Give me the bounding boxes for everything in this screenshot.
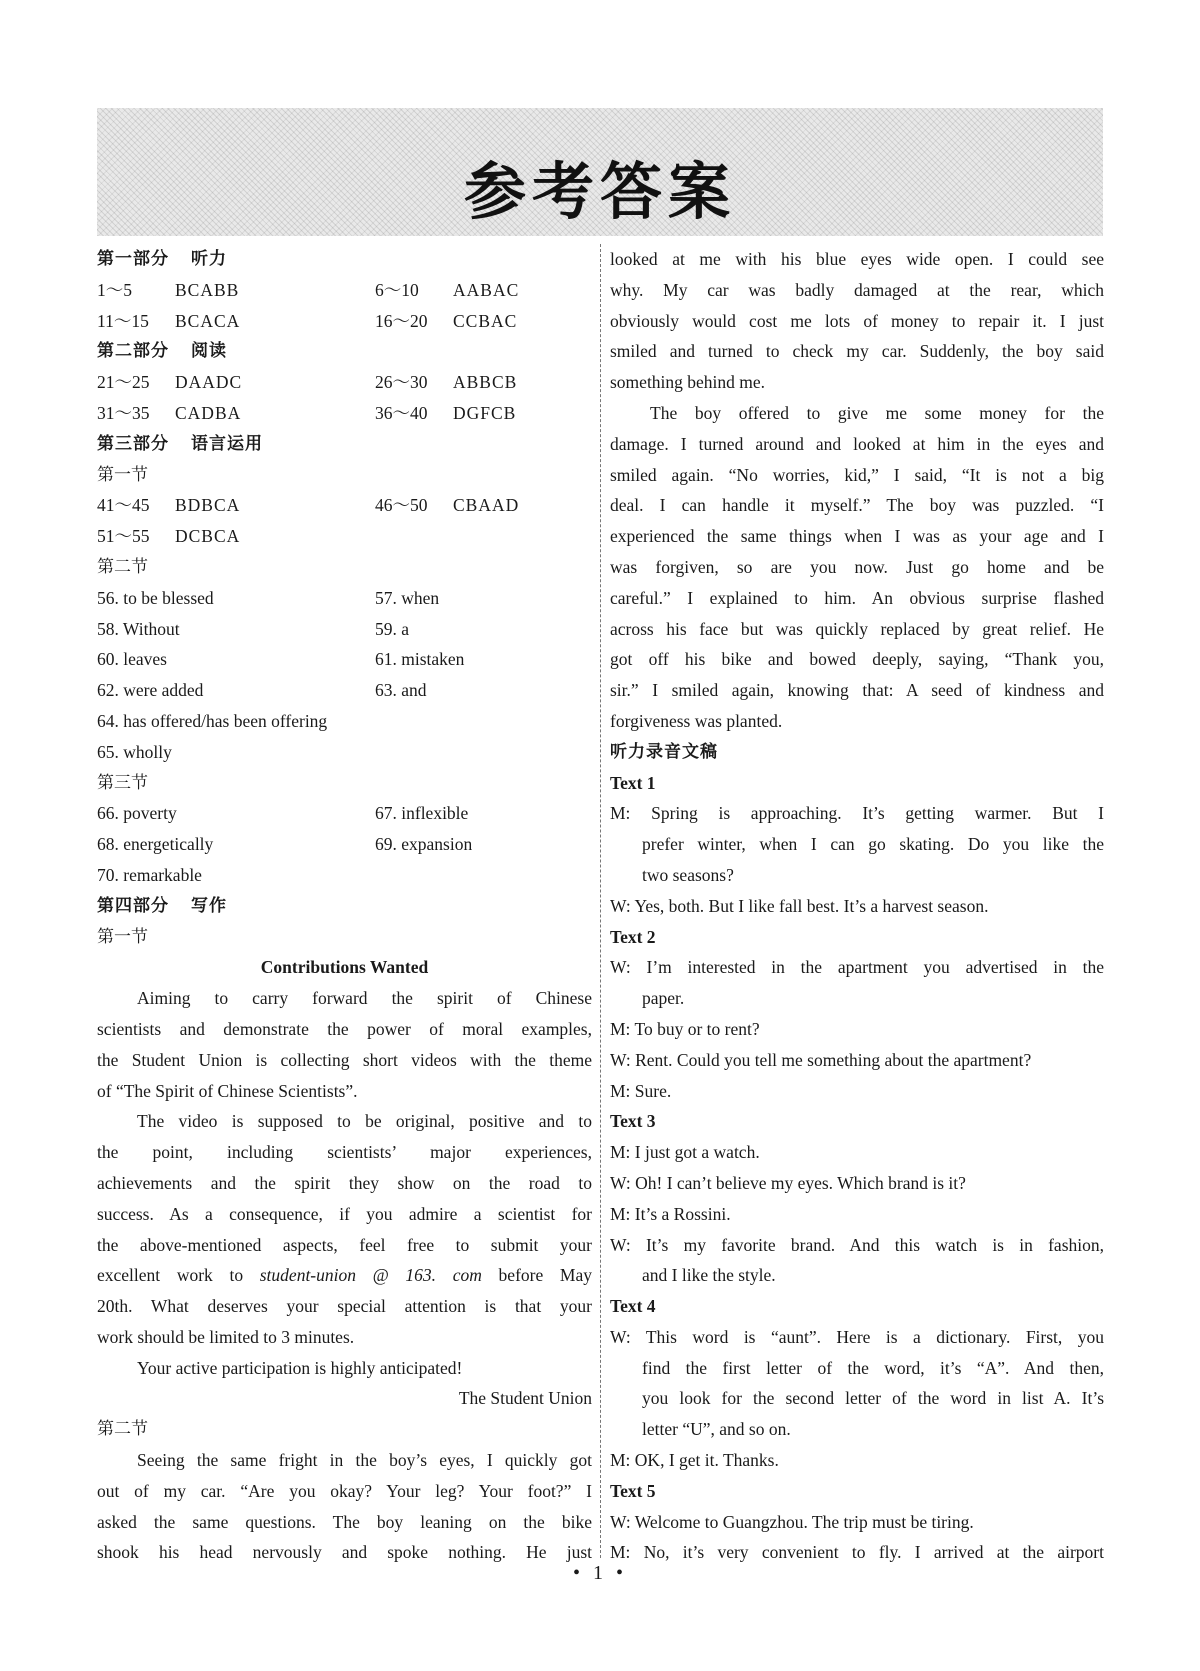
answer-key: ABBCB bbox=[453, 372, 518, 393]
answer-cell bbox=[97, 367, 375, 398]
answer-item: 69. expansion bbox=[375, 834, 473, 855]
answer-row bbox=[97, 614, 592, 645]
section-number: 第一部分 bbox=[97, 249, 169, 269]
story-paragraph bbox=[97, 1445, 592, 1568]
question-range: 11～15 bbox=[97, 310, 149, 331]
page-number: • 1 • bbox=[572, 1562, 627, 1584]
part-3-heading bbox=[97, 429, 592, 460]
answer-row bbox=[97, 644, 592, 675]
section-name: 听力 bbox=[191, 249, 227, 269]
answer-key: CADBA bbox=[175, 402, 242, 423]
answer-item: 64. has offered/has been offering bbox=[97, 710, 328, 731]
section-name: 阅读 bbox=[191, 341, 227, 362]
text-line: work should be limited to 3 minutes. bbox=[97, 1326, 355, 1347]
text-label: Text 1 bbox=[610, 772, 656, 793]
right-column bbox=[610, 244, 1104, 1568]
text-line: damage. I turned around and looked at him in the eyes and bbox=[610, 433, 1104, 454]
answer-item: 68. energetically bbox=[97, 834, 214, 855]
text-label: Text 3 bbox=[610, 1111, 656, 1132]
left-column bbox=[97, 244, 592, 1568]
dialogue bbox=[610, 1322, 1104, 1476]
answer-row bbox=[97, 490, 592, 521]
dialogue bbox=[610, 1507, 1104, 1569]
question-range: 6～10 bbox=[375, 279, 419, 300]
text-line: the point, including scientists’ major experiences, bbox=[97, 1142, 592, 1163]
part-2-heading bbox=[97, 336, 592, 367]
text-line: was forgiven, so are you now. Just go home and be bbox=[610, 556, 1104, 577]
dialogue-line: find the first letter of the word, it’s “A”. And then, bbox=[642, 1357, 1104, 1378]
answer-row bbox=[97, 521, 592, 552]
text-line: The video is supposed to be original, positive and to bbox=[137, 1111, 592, 1132]
section-name: 写作 bbox=[191, 895, 227, 916]
answer-item: 57. when bbox=[375, 587, 440, 608]
answer-item: 59. a bbox=[375, 618, 410, 639]
text-line: why. My car was badly damaged at the rear, which bbox=[610, 279, 1104, 300]
text-line: scientists and demonstrate the power of moral examples, bbox=[97, 1018, 592, 1039]
answer-item: 56. to be blessed bbox=[97, 587, 214, 608]
text-line: deal. I can handle it myself.” The boy was puzzled. “I bbox=[610, 495, 1104, 516]
dialogue-line: you look for the second letter of the word in list A. It’s bbox=[642, 1388, 1104, 1409]
answer-row bbox=[97, 275, 592, 306]
essay-signature: The Student Union bbox=[458, 1388, 592, 1409]
story-paragraph bbox=[610, 398, 1104, 737]
dialogue-line: W: I’m interested in the apartment you advertised in the bbox=[610, 957, 1104, 978]
answer-item: 58. Without bbox=[97, 618, 180, 639]
dialogue bbox=[610, 952, 1104, 1106]
answer-cell bbox=[375, 275, 519, 306]
text-line: Seeing the same fright in the boy’s eyes, I quickly got bbox=[137, 1450, 592, 1471]
dialogue-line: M: To buy or to rent? bbox=[610, 1018, 760, 1039]
question-range: 1～5 bbox=[97, 279, 132, 300]
text-line: experienced the same things when I was as your age and I bbox=[610, 526, 1104, 547]
answer-row bbox=[97, 398, 592, 429]
essay-paragraph bbox=[97, 983, 592, 1106]
answer-item: 61. mistaken bbox=[375, 649, 465, 670]
answer-item: 63. and bbox=[375, 680, 427, 701]
text-label: Text 5 bbox=[610, 1480, 656, 1501]
answer-item: 70. remarkable bbox=[97, 864, 202, 885]
section-name: 语言运用 bbox=[191, 433, 263, 454]
question-range: 51～55 bbox=[97, 526, 150, 547]
section-number: 第三部分 bbox=[97, 433, 169, 454]
answer-key: AABAC bbox=[453, 279, 520, 300]
section-number: 第四部分 bbox=[97, 895, 169, 916]
answer-item: 66. poverty bbox=[97, 803, 177, 824]
text-line: obviously would cost me lots of money to repair it. I just bbox=[610, 310, 1104, 331]
subsection-heading: 第一节 bbox=[97, 464, 148, 485]
part-1-heading bbox=[97, 244, 592, 275]
transcript-heading: 听力录音文稿 bbox=[610, 741, 718, 762]
text-line: achievements and the spirit they show on the road to bbox=[97, 1172, 592, 1193]
question-range: 16～20 bbox=[375, 310, 428, 331]
email-address: student-union @ 163. com bbox=[259, 1265, 482, 1286]
subsection-heading: 第三节 bbox=[97, 772, 148, 793]
answer-item: 65. wholly bbox=[97, 741, 172, 762]
answer-cell bbox=[97, 521, 375, 552]
subsection-heading: 第一节 bbox=[97, 926, 148, 947]
page-title: 参考答案 bbox=[463, 155, 736, 228]
essay-closing: Your active participation is highly anticipated! bbox=[137, 1357, 463, 1378]
part-4-heading bbox=[97, 891, 592, 922]
text-line: The boy offered to give me some money for the bbox=[650, 402, 1104, 423]
question-range: 26～30 bbox=[375, 372, 428, 393]
text-line: smiled and turned to check my car. Suddenly, the boy said bbox=[610, 341, 1104, 362]
text-line: Aiming to carry forward the spirit of Chinese bbox=[137, 988, 592, 1009]
question-range: 21～25 bbox=[97, 372, 150, 393]
answer-row bbox=[97, 829, 592, 860]
dialogue-line: W: Yes, both. But I like fall best. It’s a harvest season. bbox=[610, 895, 989, 916]
dialogue-line: two seasons? bbox=[642, 864, 734, 885]
answer-cell bbox=[97, 275, 375, 306]
dialogue-line: letter “U”, and so on. bbox=[642, 1419, 791, 1440]
answer-cell bbox=[97, 398, 375, 429]
text-line: across his face but was quickly replaced by great relief. He bbox=[610, 618, 1104, 639]
section-number: 第二部分 bbox=[97, 341, 169, 362]
dialogue-line: W: It’s my favorite brand. And this watch is in fashion, bbox=[610, 1234, 1104, 1255]
answer-item: 62. were added bbox=[97, 680, 204, 701]
answer-cell bbox=[97, 306, 375, 337]
answer-key: CCBAC bbox=[453, 310, 518, 331]
text-line: something behind me. bbox=[610, 372, 766, 393]
answer-row bbox=[97, 798, 592, 829]
question-range: 36～40 bbox=[375, 402, 428, 423]
answer-key: BCACA bbox=[175, 310, 241, 331]
essay-title: Contributions Wanted bbox=[260, 957, 429, 978]
answer-cell bbox=[375, 490, 519, 521]
dialogue bbox=[610, 798, 1104, 921]
answer-cell bbox=[375, 367, 517, 398]
answer-row bbox=[97, 583, 592, 614]
text-line: 20th. What deserves your special attention is that your bbox=[97, 1296, 592, 1317]
essay-paragraph bbox=[97, 1106, 592, 1352]
text-line: out of my car. “Are you okay? Your leg? Your foot?” I bbox=[97, 1480, 592, 1501]
question-range: 41～45 bbox=[97, 495, 150, 516]
question-range: 31～35 bbox=[97, 402, 150, 423]
answer-cell bbox=[375, 306, 517, 337]
answer-key: DCBCA bbox=[175, 526, 241, 547]
column-divider bbox=[600, 244, 601, 1558]
answer-key: DAADC bbox=[175, 372, 243, 393]
dialogue-line: M: I just got a watch. bbox=[610, 1142, 760, 1163]
answer-row bbox=[97, 306, 592, 337]
answer-item: 67. inflexible bbox=[375, 803, 469, 824]
dialogue-line: W: Rent. Could you tell me something about the apartment? bbox=[610, 1049, 1032, 1070]
text-label: Text 2 bbox=[610, 926, 656, 947]
dialogue-line: W: Welcome to Guangzhou. The trip must be tiring. bbox=[610, 1511, 974, 1532]
text-label: Text 4 bbox=[610, 1296, 656, 1317]
dialogue-line: W: This word is “aunt”. Here is a dictionary. First, you bbox=[610, 1326, 1104, 1347]
dialogue-line: M: It’s a Rossini. bbox=[610, 1203, 731, 1224]
dialogue-line: prefer winter, when I can go skating. Do you like the bbox=[642, 834, 1104, 855]
text-line: got off his bike and bowed deeply, saying, “Thank you, bbox=[610, 649, 1104, 670]
text-line: careful.” I explained to him. An obvious surprise flashed bbox=[610, 587, 1104, 608]
text-line: of “The Spirit of Chinese Scientists”. bbox=[97, 1080, 358, 1101]
text-line: looked at me with his blue eyes wide open. I could see bbox=[610, 249, 1104, 269]
dialogue bbox=[610, 1137, 1104, 1291]
text-line: shook his head nervously and spoke nothing. He just bbox=[97, 1542, 592, 1563]
answer-key: BDBCA bbox=[175, 495, 241, 516]
dialogue-line: paper. bbox=[642, 988, 685, 1009]
answer-key: CBAAD bbox=[453, 495, 520, 516]
answer-row bbox=[97, 675, 592, 706]
dialogue-line: M: No, it’s very convenient to fly. I arrived at the airport bbox=[610, 1542, 1104, 1563]
text-line: excellent work to student-union @ 163. com before May bbox=[97, 1265, 592, 1286]
dialogue-line: M: OK, I get it. Thanks. bbox=[610, 1450, 779, 1471]
text-line: smiled again. “No worries, kid,” I said, “It is not a big bbox=[610, 464, 1104, 485]
dialogue-line: W: Oh! I can’t believe my eyes. Which brand is it? bbox=[610, 1172, 966, 1193]
text-line: the above-mentioned aspects, feel free to submit your bbox=[97, 1234, 592, 1255]
dialogue-line: M: Spring is approaching. It’s getting warmer. But I bbox=[610, 803, 1104, 824]
text-line: success. As a consequence, if you admire a scientist for bbox=[97, 1203, 592, 1224]
subsection-heading: 第二节 bbox=[97, 556, 148, 577]
dialogue-line: M: Sure. bbox=[610, 1080, 672, 1101]
answer-row bbox=[97, 367, 592, 398]
subsection-heading: 第二节 bbox=[97, 1419, 148, 1440]
dialogue-line: and I like the style. bbox=[642, 1265, 776, 1286]
question-range: 46～50 bbox=[375, 495, 428, 516]
answer-key: DGFCB bbox=[453, 402, 517, 423]
text-line: forgiveness was planted. bbox=[610, 710, 783, 731]
story-paragraph-continued bbox=[610, 244, 1104, 398]
text-line: asked the same questions. The boy leaning on the bike bbox=[97, 1511, 592, 1532]
answer-key: BCABB bbox=[175, 279, 240, 300]
answer-cell bbox=[375, 398, 516, 429]
title-banner bbox=[97, 108, 1103, 236]
text-line: sir.” I smiled again, knowing that: A seed of kindness and bbox=[610, 680, 1104, 701]
answer-cell bbox=[97, 490, 375, 521]
answer-item: 60. leaves bbox=[97, 649, 167, 670]
text-line: the Student Union is collecting short videos with the theme bbox=[97, 1049, 592, 1070]
